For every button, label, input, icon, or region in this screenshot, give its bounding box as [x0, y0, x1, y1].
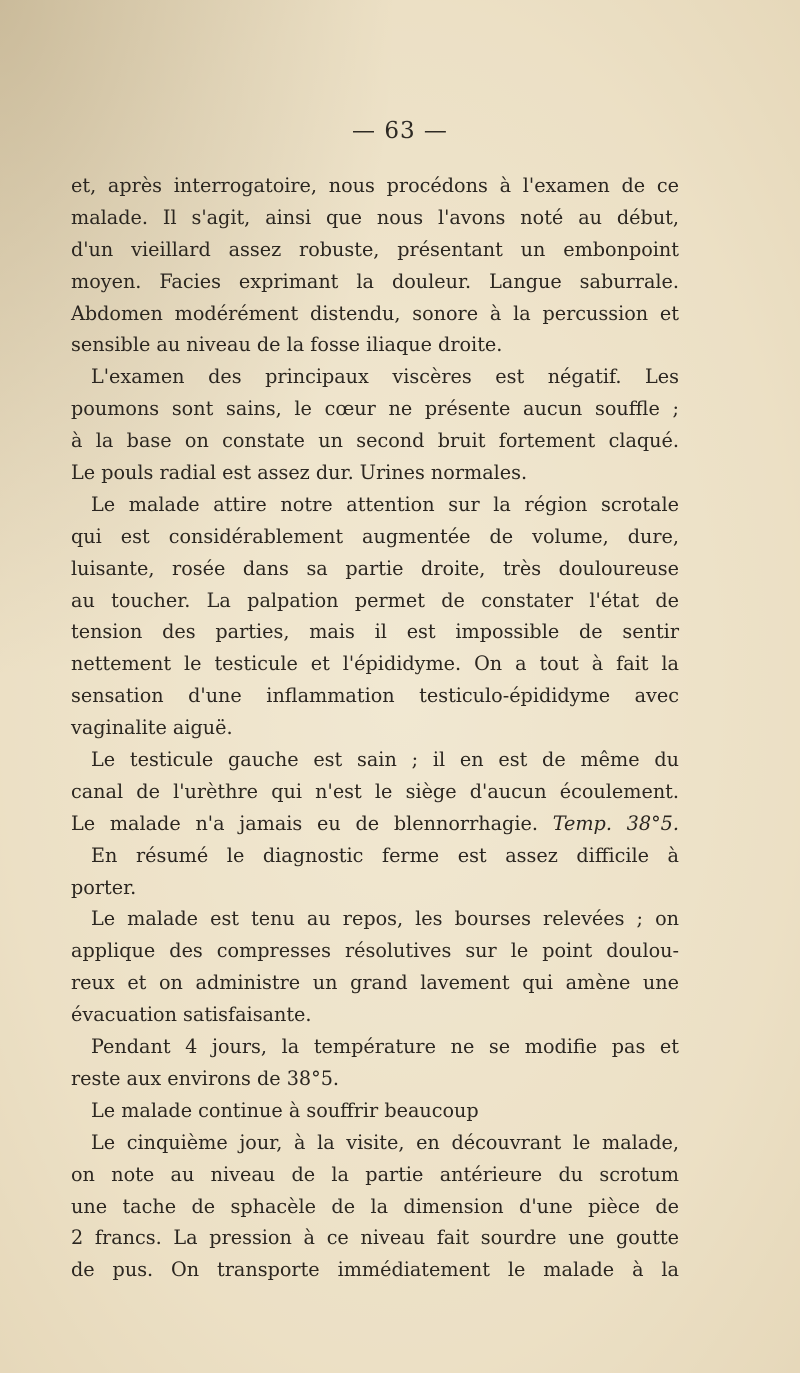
- text-line: [71, 1127, 679, 1159]
- text-line: [71, 967, 679, 999]
- temperature-note: Temp. 38°5.: [552, 811, 679, 835]
- text-line-content: Le malade attire notre attention sur la région scrotale: [91, 492, 679, 516]
- text-line-content: Le malade n'a jamais eu de blennorrhagie.: [71, 811, 538, 835]
- text-line-content: Le pouls radial est assez dur. Urines normales.: [71, 461, 528, 485]
- text-line-content: à la base on constate un second bruit fortement claqué.: [71, 429, 679, 453]
- text-line: [71, 361, 679, 393]
- text-line-content: Le testicule gauche est sain ; il en est de même du: [91, 748, 679, 772]
- text-line: [71, 234, 679, 266]
- text-line: [71, 1222, 679, 1254]
- text-line: [71, 457, 679, 489]
- text-line-content: on note au niveau de la partie antérieure du scrotum: [71, 1162, 679, 1186]
- text-line-content: et, après interrogatoire, nous procédons à l'examen de ce: [71, 174, 679, 197]
- text-line-content: malade. Il s'agit, ainsi que nous l'avons noté au début,: [71, 205, 679, 229]
- text-line: [71, 680, 679, 712]
- text-line-content: Le cinquième jour, à la visite, en découvrant le malade,: [91, 1130, 679, 1154]
- text-line: [71, 585, 679, 617]
- page-number: — 63 —: [352, 118, 448, 144]
- text-line: [71, 329, 679, 361]
- text-line-content: sensation d'une inflammation testiculo-épididyme avec: [71, 684, 679, 708]
- text-line: [71, 1191, 679, 1223]
- text-line-content: En résumé le diagnostic ferme est assez difficile à: [91, 843, 679, 867]
- text-line-content: luisante, rosée dans sa partie droite, très douloureuse: [71, 556, 679, 580]
- text-line-content: évacuation satisfaisante.: [71, 1003, 312, 1027]
- text-line-content: Pendant 4 jours, la température ne se modifie pas et: [91, 1035, 679, 1059]
- text-line: [71, 202, 679, 234]
- text-line-content: Le malade continue à souffrir beaucoup: [91, 1098, 479, 1122]
- text-line-content: une tache de sphacèle de la dimension d'une pièce de: [71, 1194, 679, 1218]
- text-line: [71, 648, 679, 680]
- text-line-content: au toucher. La palpation permet de constater l'état de: [71, 588, 679, 612]
- text-line: [71, 1159, 679, 1191]
- text-line: [71, 266, 679, 298]
- text-line: [71, 393, 679, 425]
- text-line-content: tension des parties, mais il est impossible de sentir: [71, 620, 679, 644]
- text-line: [71, 489, 679, 521]
- text-line: [71, 744, 679, 776]
- text-line: [71, 808, 679, 840]
- text-line-content: 2 francs. La pression à ce niveau fait sourdre une goutte: [71, 1226, 679, 1250]
- text-line-content: reux et on administre un grand lavement qui amène une: [71, 971, 679, 995]
- text-line-content: d'un vieillard assez robuste, présentant un embonpoint: [71, 237, 679, 261]
- text-line: [71, 999, 679, 1031]
- text-line-content: qui est considérablement augmentée de volume, dure,: [71, 524, 679, 548]
- text-line: [71, 776, 679, 808]
- text-line: [71, 935, 679, 967]
- text-line-content: porter.: [71, 875, 137, 899]
- text-line: [71, 553, 679, 585]
- text-line: [71, 903, 679, 935]
- text-line: [71, 872, 679, 904]
- text-line: [71, 840, 679, 872]
- text-line-content: nettement le testicule et l'épididyme. On a tout à fait la: [71, 652, 679, 676]
- text-line-content: Abdomen modérément distendu, sonore à la percussion et: [71, 301, 679, 325]
- text-line-content: de pus. On transporte immédiatement le malade à la: [71, 1258, 679, 1282]
- text-line: [71, 1031, 679, 1063]
- text-line: [71, 1254, 679, 1286]
- text-line-content: canal de l'urèthre qui n'est le siège d'aucun écoulement.: [71, 779, 679, 803]
- text-line: [71, 425, 679, 457]
- text-line-content: poumons sont sains, le cœur ne présente aucun souffle ;: [71, 397, 679, 421]
- text-line: [71, 521, 679, 553]
- text-line: [71, 712, 679, 744]
- body-text: [71, 170, 679, 1286]
- text-line: [71, 1095, 679, 1127]
- text-line-content: Le malade est tenu au repos, les bourses relevées ; on: [91, 907, 679, 931]
- text-line: [71, 170, 679, 202]
- text-line-content: applique des compresses résolutives sur le point doulou-: [71, 939, 679, 963]
- text-line-content: moyen. Facies exprimant la douleur. Langue saburrale.: [71, 269, 679, 293]
- text-line-content: sensible au niveau de la fosse iliaque droite.: [71, 333, 503, 357]
- text-line: [71, 1063, 679, 1095]
- text-line: [71, 298, 679, 330]
- text-line-content: vaginalite aiguë.: [71, 716, 233, 740]
- text-line: [71, 616, 679, 648]
- text-line-content: reste aux environs de 38°5.: [71, 1066, 340, 1090]
- text-line-content: L'examen des principaux viscères est négatif. Les: [91, 365, 679, 389]
